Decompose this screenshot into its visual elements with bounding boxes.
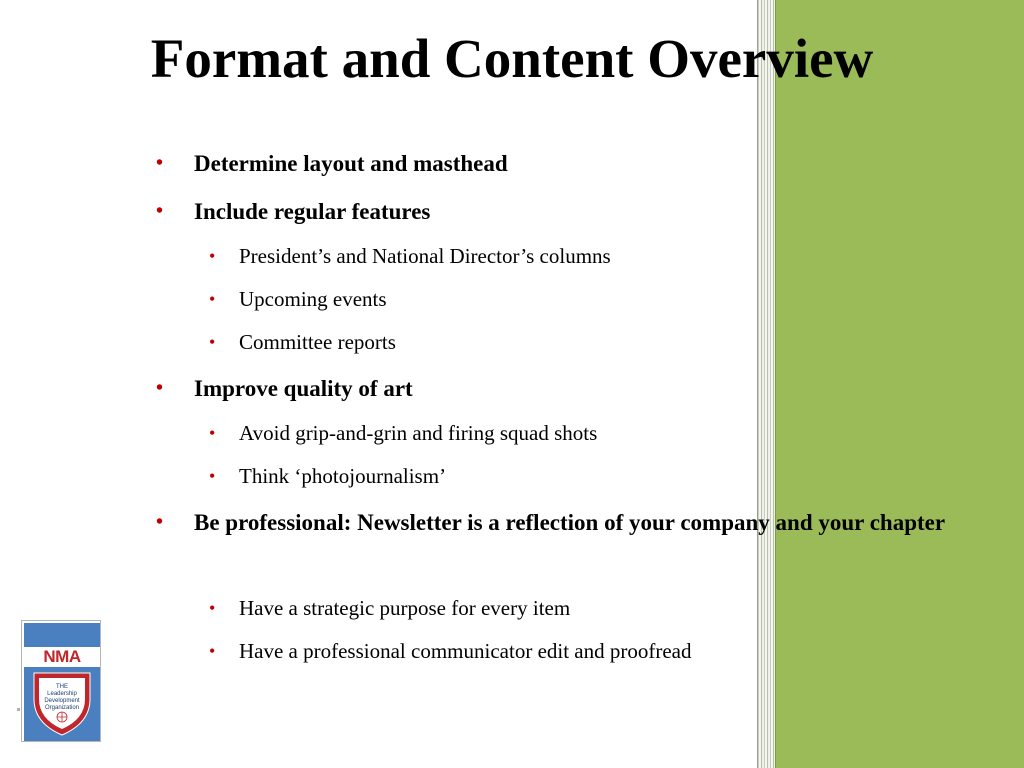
bullet-item — [156, 191, 984, 232]
sub-bullet-text: Think ‘photojournalism’ — [239, 464, 447, 488]
bullet-item — [156, 368, 984, 409]
bullet-dot-icon: • — [156, 152, 164, 174]
bullet-text: Be professional: Newsletter is a reflection of your company and your chapter — [194, 510, 946, 535]
logo-acronym: NMA — [24, 647, 100, 667]
sub-bullet-item — [209, 461, 446, 491]
sub-bullet-text: President’s and National Director’s columns — [239, 244, 611, 268]
bullet-text: Improve quality of art — [194, 376, 413, 401]
bullet-item — [156, 143, 984, 184]
sub-bullet-item — [209, 593, 570, 623]
logo-background — [24, 623, 100, 741]
bullet-dot-icon: • — [209, 332, 216, 352]
slide-title: Format and Content Overview — [150, 28, 874, 89]
sub-bullet-text: Upcoming events — [239, 287, 387, 311]
bullet-text: Include regular features — [194, 199, 431, 224]
bullet-dot-icon: • — [156, 200, 164, 222]
sub-bullet-item — [209, 241, 611, 271]
sub-bullet-item — [209, 327, 396, 357]
shield-line: THE — [56, 684, 68, 690]
bullet-dot-icon: • — [209, 641, 216, 661]
sub-bullet-text: Have a professional communicator edit and proofread — [239, 639, 692, 663]
bullet-dot-icon: • — [156, 511, 164, 533]
bullet-dot-icon: • — [209, 289, 216, 309]
bullet-dot-icon: • — [209, 466, 216, 486]
shield-line: Development — [44, 698, 80, 704]
divider — [17, 708, 20, 711]
shield-icon — [30, 669, 94, 737]
sub-bullet-text: Avoid grip-and-grin and firing squad shots — [239, 421, 598, 445]
bullet-dot-icon: • — [209, 423, 216, 443]
shield-line: Leadership — [47, 691, 77, 697]
emblem-icon — [57, 712, 67, 722]
sub-bullet-text: Committee reports — [239, 330, 396, 354]
sub-bullet-item — [209, 284, 387, 314]
bullet-dot-icon: • — [209, 246, 216, 266]
shield-line: Organization — [44, 705, 80, 711]
sub-bullet-item — [209, 418, 597, 448]
bullet-dot-icon: • — [209, 598, 216, 618]
sub-bullet-text: Have a strategic purpose for every item — [239, 596, 571, 620]
bullet-text: Determine layout and masthead — [194, 151, 508, 176]
bullet-item — [156, 502, 984, 543]
sub-bullet-item — [209, 636, 692, 666]
bullet-dot-icon: • — [156, 377, 164, 399]
nma-logo — [21, 620, 101, 742]
